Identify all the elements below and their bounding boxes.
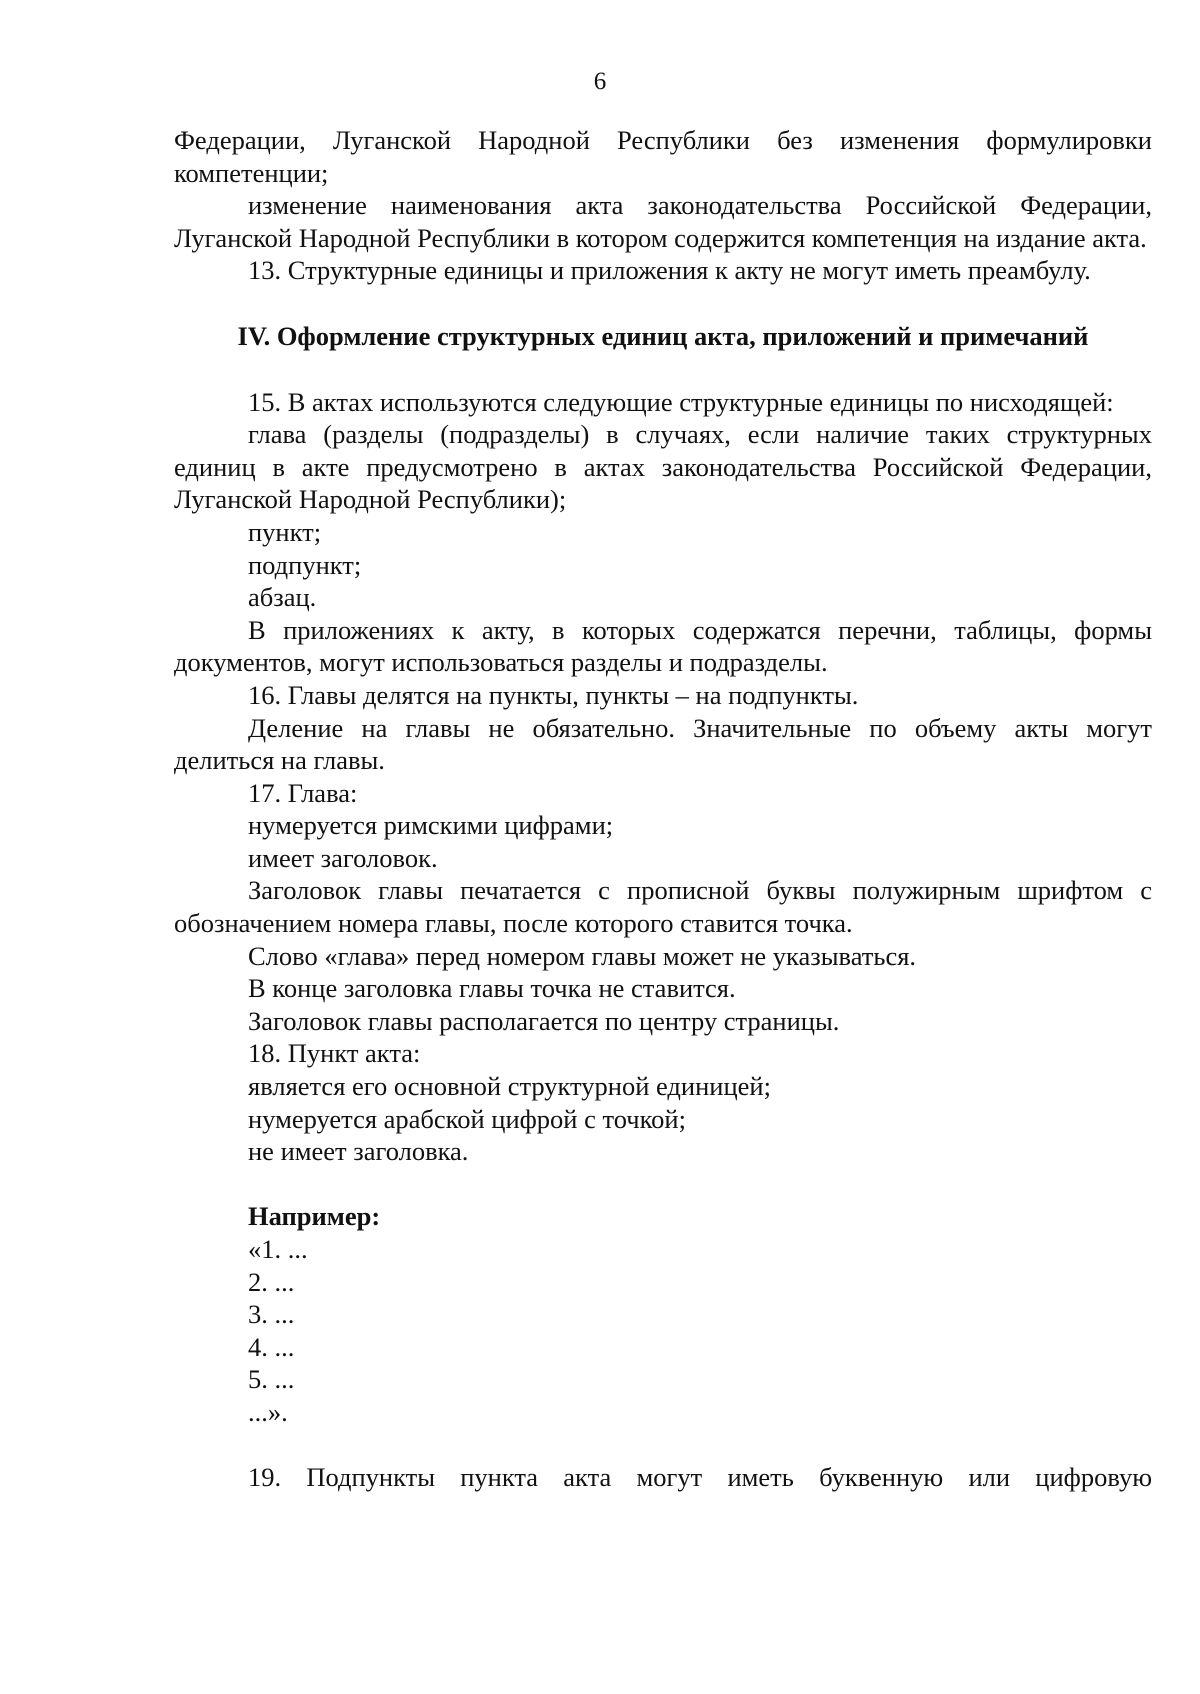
paragraph-19: 19. Подпункты пункта акта могут иметь буквенную или цифровую (248, 1462, 1152, 1493)
paragraph-name-change: изменение наименования акта законодательства Российской Федерации, Луганской Народной Республики в котором содержится компетенция на издание акта. (174, 190, 1152, 253)
spacer (174, 1429, 1152, 1462)
paragraph-appendix-sections: В приложениях к акту, в которых содержатся перечни, таблицы, формы документов, могут использоваться разделы и подразделы. (174, 614, 1152, 678)
example-line: 3. ... (248, 1299, 295, 1330)
spacer (174, 287, 1152, 320)
spacer (174, 353, 1152, 386)
paragraph-16: 16. Главы делятся на пункты, пункты – на подпункты. (248, 679, 859, 710)
page-number: 6 (593, 68, 607, 95)
list-item-main-unit: является его основной структурной единицей; (248, 1071, 771, 1102)
list-item-arabic-numerals: нумеруется арабской цифрой с точкой; (248, 1103, 686, 1134)
example-line: ...». (248, 1396, 288, 1427)
list-item-punkt: пункт; (248, 516, 322, 547)
example-line: 4. ... (248, 1331, 295, 1362)
paragraph-title-centered: Заголовок главы располагается по центру страницы. (248, 1005, 840, 1036)
paragraph-word-chapter: Слово «глава» перед номером главы может не указываться. (248, 940, 917, 971)
paragraph-continuation: Федерации, Луганской Народной Республики без изменения формулировки компетенции; (174, 125, 1152, 188)
list-item-no-title: не имеет заголовка. (248, 1136, 469, 1167)
paragraph-chapter-title-format: Заголовок главы печатается с прописной буквы полужирным шрифтом с обозначением номера главы, после которого ставится точка. (174, 875, 1152, 939)
example-line: 2. ... (248, 1266, 295, 1297)
paragraph-chapter-division: Деление на главы не обязательно. Значительные по объему акты могут делиться на главы. (174, 712, 1152, 776)
example-label: Например: (248, 1201, 381, 1232)
spacer (174, 1168, 1152, 1201)
paragraph-15: 15. В актах используются следующие структурные единицы по нисходящей: (248, 386, 1114, 417)
list-item-abzac: абзац. (248, 582, 317, 613)
list-item-podpunkt: подпункт; (248, 549, 362, 580)
list-item-roman-numerals: нумеруется римскими цифрами; (248, 810, 614, 841)
example-line: «1. ... (248, 1234, 308, 1264)
section-heading: IV. Оформление структурных единиц акта, приложений и примечаний (237, 320, 1089, 351)
paragraph-18: 18. Пункт акта: (248, 1038, 421, 1069)
paragraph-13: 13. Структурные единицы и приложения к акту не могут иметь преамбулу. (248, 255, 1091, 286)
paragraph-no-period: В конце заголовка главы точка не ставится. (248, 973, 736, 1004)
example-line: 5. ... (248, 1364, 295, 1395)
paragraph-17: 17. Глава: (248, 777, 358, 808)
document-body (174, 124, 1152, 1494)
list-item-has-title: имеет заголовок. (248, 842, 438, 873)
paragraph-chapter-sections: глава (разделы (подразделы) в случаях, если наличие таких структурных единиц в акте предусмотрено в актах законодательства Российской Федерации, Луганской Народной Республики); (174, 419, 1152, 515)
